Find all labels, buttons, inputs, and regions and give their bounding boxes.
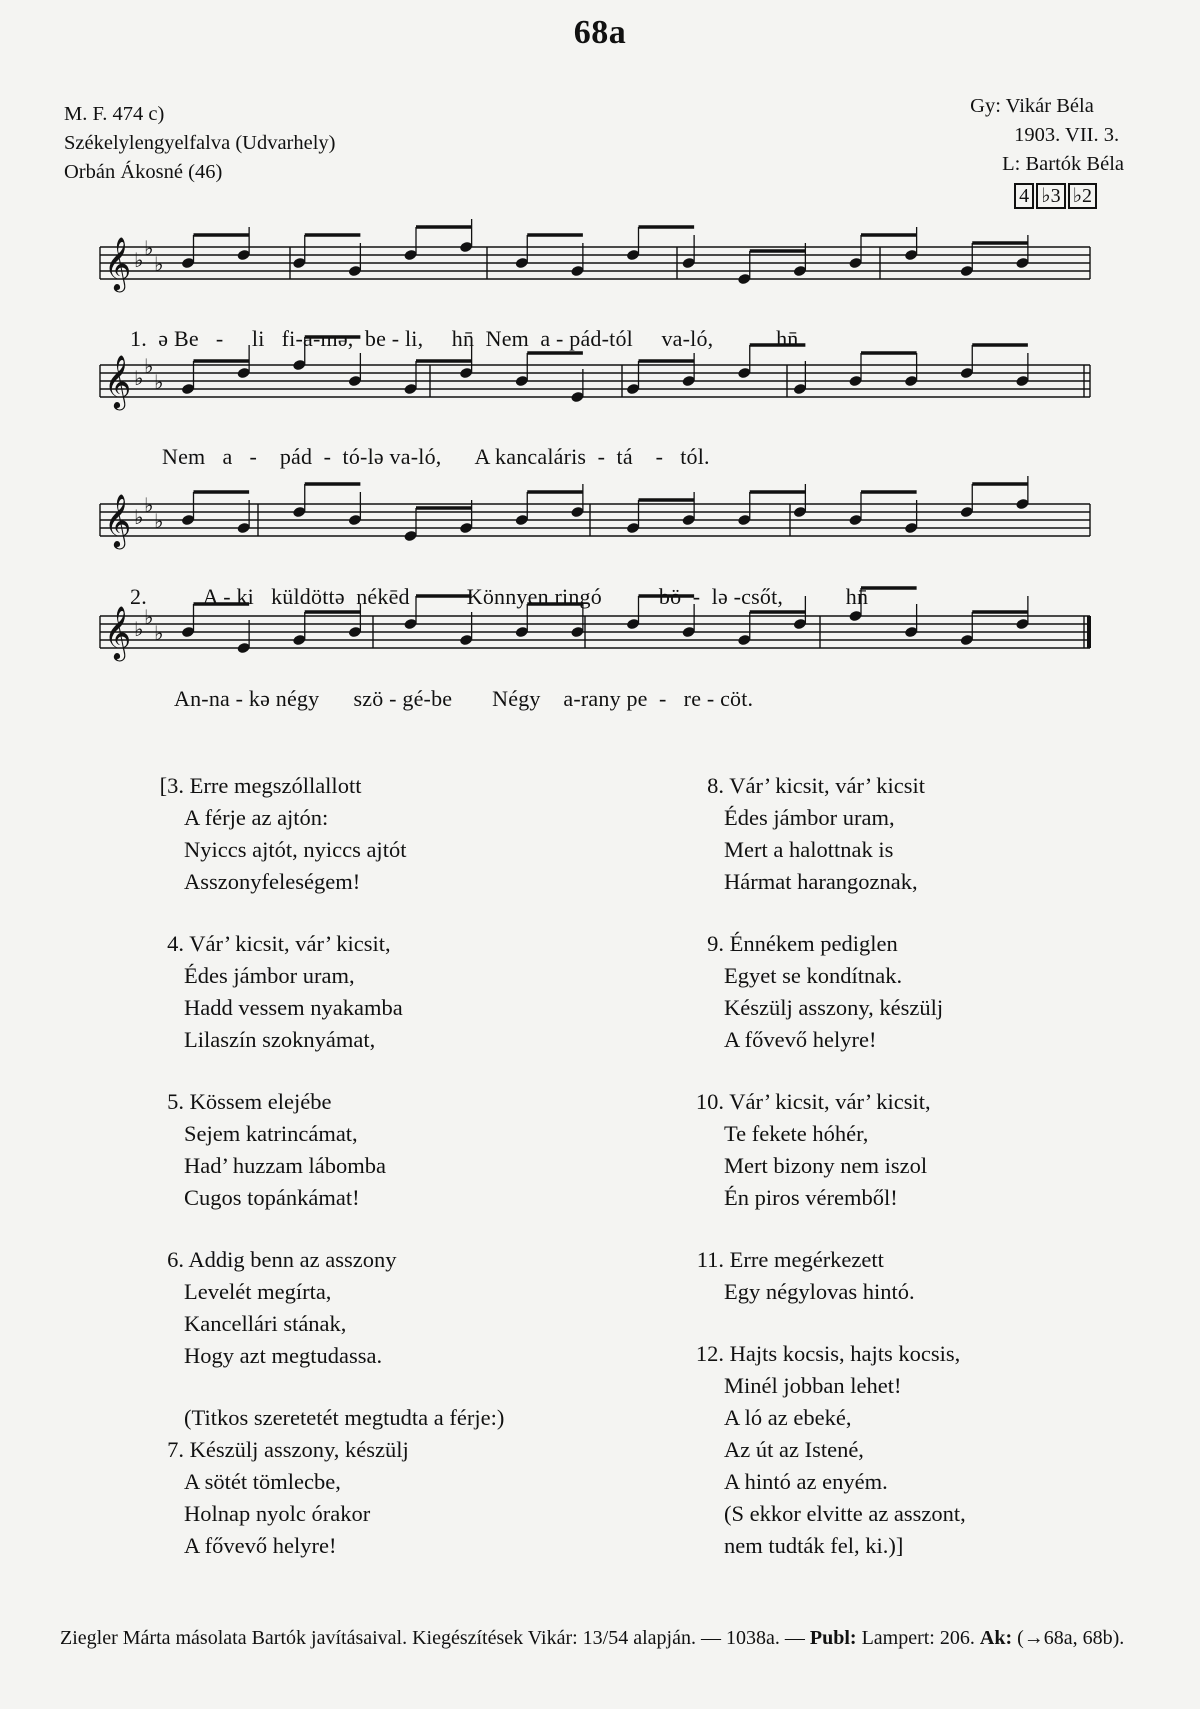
stanza-line: A ló az ebeké, — [724, 1405, 852, 1430]
footer-text: Lampert: 206. — [856, 1627, 980, 1649]
stanzas-left-column — [150, 770, 504, 1562]
stanza-line: Lilaszín szoknyámat, — [184, 1027, 376, 1052]
stanza — [690, 770, 966, 898]
stanza-number: 5. — [167, 1089, 184, 1114]
stanza-line: Egy négylovas hintó. — [724, 1279, 915, 1304]
reference-label: Ak: — [979, 1627, 1013, 1649]
stanza-number: [3. — [159, 773, 184, 798]
stanza — [150, 770, 504, 898]
cadence-box: 4 — [1014, 183, 1034, 209]
stanza-line: A hintó az enyém. — [724, 1469, 888, 1494]
stanza-line: Addig benn az asszony — [188, 1247, 397, 1272]
page-title: 68a — [573, 14, 627, 51]
flat-icon: ♭ — [134, 505, 144, 529]
stanza-line: A férje az ajtón: — [184, 805, 329, 830]
stanza-line: Nyiccs ajtót, nyiccs ajtót — [184, 837, 407, 862]
stanza — [150, 1086, 504, 1214]
footer-text: (→68a, 68b). — [1012, 1627, 1125, 1649]
collection-date: 1903. VII. 3. — [1014, 124, 1120, 146]
stanza-line: Cugos topánkámat! — [184, 1185, 360, 1210]
stanza-line: Vár’ kicsit, vár’ kicsit — [729, 773, 925, 798]
cadence-box: ♭2 — [1068, 183, 1097, 209]
stanza-line: Hogy azt megtudassa. — [184, 1343, 383, 1368]
stanzas-right-column — [690, 770, 966, 1562]
cadence-box: ♭3 — [1036, 183, 1065, 209]
stanza — [690, 1086, 966, 1214]
location: Székelylengyelfalva (Udvarhely) — [64, 132, 336, 154]
stanza-line: Kössem elejébe — [189, 1089, 332, 1114]
final-bar-thick — [1087, 616, 1091, 648]
music-notation — [0, 0, 1200, 720]
stanza-number: 12. — [695, 1341, 724, 1366]
stanza — [150, 1244, 504, 1372]
stanza-line: Édes jámbor uram, — [184, 963, 355, 988]
stanza — [150, 1402, 504, 1562]
stanza-line: A fővevő helyre! — [724, 1027, 877, 1052]
stanza-line: Had’ huzzam lábomba — [184, 1153, 386, 1178]
flat-icon: ♭ — [144, 236, 154, 260]
stanza-line: Erre megszóllallott — [189, 773, 362, 798]
stanza-number: 9. — [707, 931, 724, 956]
stanza-line: Hármat harangoznak, — [724, 869, 918, 894]
treble-clef-icon: 𝄞 — [104, 236, 132, 290]
stanza-line: A sötét tömlecbe, — [184, 1469, 341, 1494]
stanza-line: Mert a halottnak is — [724, 837, 894, 862]
stanza-line: Asszonyfeleségem! — [184, 869, 361, 894]
stanza-number: 4. — [167, 931, 184, 956]
stanza-line: Az út az Istené, — [724, 1437, 864, 1462]
stanza — [690, 1338, 966, 1562]
stanza-line: Hajts kocsis, hajts kocsis, — [729, 1341, 961, 1366]
stanza-line: Én piros véremből! — [724, 1185, 898, 1210]
stanza-number: 10. — [695, 1089, 724, 1114]
treble-clef-icon: 𝄞 — [104, 493, 132, 547]
performer: Orbán Ákosné (46) — [64, 161, 223, 183]
flat-icon: ♭ — [154, 509, 164, 533]
stanza-line: Erre megérkezett — [729, 1247, 884, 1272]
flat-icon: ♭ — [134, 248, 144, 272]
stanza-number: 7. — [167, 1437, 184, 1462]
stanza — [690, 928, 966, 1056]
stanza-line: Készülj asszony, készülj — [724, 995, 944, 1020]
stanza-line: (S ekkor elvitte az asszont, — [724, 1501, 966, 1526]
lyrics-line-3: 2. A - ki küldöttə nékēd Könnyen ringó bö - lə -csőt, hn̄ — [130, 584, 869, 609]
archive-number: M. F. 474 c) — [64, 103, 165, 125]
lyrics-line-2: Nem a - pád - tó-lə va-ló, A kancaláris - tá - tól. — [162, 444, 710, 469]
flat-icon: ♭ — [144, 493, 154, 517]
flat-icon: ♭ — [144, 605, 154, 629]
stanza-line: Vár’ kicsit, vár’ kicsit, — [189, 931, 391, 956]
stanza-note: (Titkos szeretetét megtudta a férje:) — [184, 1405, 505, 1430]
stanza — [690, 1244, 966, 1308]
flat-icon: ♭ — [154, 621, 164, 645]
stanza-line: Sejem katrincámat, — [184, 1121, 358, 1146]
stanza-line: Édes jámbor uram, — [724, 805, 895, 830]
treble-clef-icon: 𝄞 — [104, 354, 132, 408]
stanza-line: Holnap nyolc órakor — [184, 1501, 371, 1526]
stanza-number: 11. — [696, 1247, 724, 1272]
stanza-line: Készülj asszony, készülj — [189, 1437, 409, 1462]
stanza-line: Mert bizony nem iszol — [724, 1153, 928, 1178]
stanza-line: Levelét megírta, — [184, 1279, 332, 1304]
collector: Gy: Vikár Béla — [970, 95, 1094, 117]
transcriber: L: Bartók Béla — [1002, 153, 1124, 175]
footer-text: Ziegler Márta másolata Bartók javításaival. Kiegészítések Vikár: 13/54 alapján. — 1038a. — — [60, 1627, 810, 1649]
stanza-line: A fővevő helyre! — [184, 1533, 337, 1558]
stanza-line: Vár’ kicsit, vár’ kicsit, — [729, 1089, 931, 1114]
publication-label: Publ: — [809, 1627, 857, 1649]
flat-icon: ♭ — [144, 354, 154, 378]
treble-clef-icon: 𝄞 — [104, 605, 132, 659]
flat-icon: ♭ — [134, 366, 144, 390]
lyrics-line-4: An-na - kə négy szö - gé-be Négy a-rany pe - re - cöt. — [174, 686, 754, 711]
stanza-line: Egyet se kondítnak. — [724, 963, 903, 988]
stanza-number: 8. — [707, 773, 724, 798]
flat-icon: ♭ — [154, 252, 164, 276]
lyrics-line-1: 1. ə Be - li fi-a-mə, be - li, hn̄ Nem a - pád-tól va-ló, hn̄ — [130, 326, 799, 351]
footer-note — [60, 1623, 1140, 1653]
stanza-line: nem tudták fel, ki.)] — [724, 1533, 904, 1558]
flat-icon: ♭ — [134, 617, 144, 641]
stanza-line: Énnékem pediglen — [729, 931, 898, 956]
stanza-line: Minél jobban lehet! — [724, 1373, 902, 1398]
stanza — [150, 928, 504, 1056]
stanza-line: Te fekete hóhér, — [724, 1121, 869, 1146]
stanza-number: 6. — [167, 1247, 184, 1272]
stanza-line: Hadd vessem nyakamba — [184, 995, 403, 1020]
stanza-line: Kancellári stának, — [184, 1311, 347, 1336]
flat-icon: ♭ — [154, 370, 164, 394]
